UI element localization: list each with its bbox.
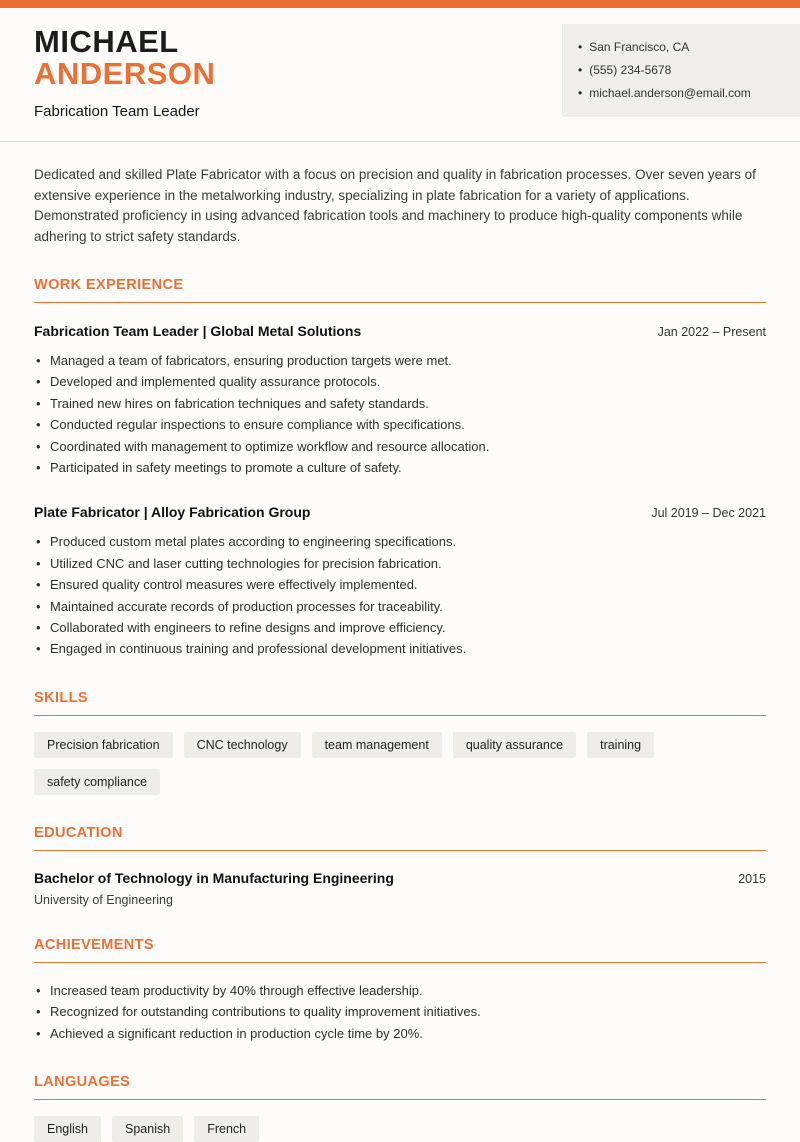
bullet-item: • Trained new hires on fabrication techniques and safety standards.: [34, 393, 766, 414]
contact-email: • michael.anderson@email.com: [578, 82, 782, 105]
language-tag: Spanish: [112, 1116, 183, 1142]
achievements-bullet-list: [34, 980, 766, 1044]
language-tag: French: [194, 1116, 259, 1142]
last-name: ANDERSON: [34, 56, 216, 92]
summary-paragraph: Dedicated and skilled Plate Fabricator with a focus on precision and quality in fabrication processes. Over seven years of extensive experience in the metalworking industry, specializing in plate fabrication for a variety of applications. Demonstrated proficiency in using advanced fabrication tools and machinery to produce high-quality components while adhering to strict safety standards.: [34, 167, 756, 244]
skill-tag: safety compliance: [34, 769, 160, 795]
skill-tag: team management: [312, 732, 442, 758]
section-title-achievements: ACHIEVEMENTS: [34, 937, 766, 963]
bullet-item: • Achieved a significant reduction in production cycle time by 20%.: [34, 1023, 766, 1044]
contact-phone: • (555) 234-5678: [578, 59, 782, 82]
section-skills: [34, 690, 766, 795]
section-title-skills: SKILLS: [34, 690, 766, 716]
job-header: [34, 323, 766, 339]
section-title-languages: LANGUAGES: [34, 1074, 766, 1100]
first-name: MICHAEL: [34, 24, 179, 59]
job-bullet-list: [34, 531, 766, 659]
language-tag: English: [34, 1116, 101, 1142]
job-title-company: Fabrication Team Leader | Global Metal Solutions: [34, 323, 362, 339]
job-header: [34, 504, 766, 520]
section-achievements: [34, 937, 766, 1044]
education-year: 2015: [738, 871, 766, 886]
bullet-item: • Managed a team of fabricators, ensuring production targets were met.: [34, 350, 766, 371]
education-school: University of Engineering: [34, 892, 173, 907]
languages-tag-list: [34, 1116, 766, 1142]
education-entry: [34, 870, 766, 907]
job-title-company: Plate Fabricator | Alloy Fabrication Group: [34, 504, 311, 521]
bullet-item: • Ensured quality control measures were effectively implemented.: [34, 574, 766, 595]
job-title: Fabrication Team Leader: [34, 103, 200, 121]
resume-body: [0, 165, 800, 1142]
skill-tag: CNC technology: [184, 732, 301, 758]
skill-tag: training: [587, 732, 654, 758]
bullet-item: • Participated in safety meetings to promote a culture of safety.: [34, 457, 766, 478]
section-education: [34, 825, 766, 907]
section-title-education: EDUCATION: [34, 825, 766, 851]
job-entry: [34, 504, 766, 659]
bullet-item: • Engaged in continuous training and professional development initiatives.: [34, 638, 766, 659]
contact-list: [578, 36, 782, 105]
accent-top-bar: [0, 0, 800, 8]
skill-tag: quality assurance: [453, 732, 576, 758]
section-title-work-experience: WORK EXPERIENCE: [34, 277, 766, 303]
bullet-item: • Produced custom metal plates according to engineering specifications.: [34, 531, 766, 552]
section-work-experience: [34, 277, 766, 660]
job-dates: Jul 2019 – Dec 2021: [651, 506, 766, 521]
skills-tag-list: [34, 732, 766, 795]
education-degree: Bachelor of Technology in Manufacturing Engineering: [34, 869, 394, 886]
bullet-item: • Recognized for outstanding contributions to quality improvement initiatives.: [34, 1001, 766, 1022]
job-dates: Jan 2022 – Present: [657, 325, 766, 339]
bullet-item: • Utilized CNC and laser cutting technologies for precision fabrication.: [34, 553, 766, 574]
skill-tag: Precision fabrication: [34, 732, 173, 758]
section-languages: [34, 1074, 766, 1142]
job-entry: [34, 323, 766, 478]
bullet-item: • Coordinated with management to optimize workflow and resource allocation.: [34, 436, 766, 457]
bullet-item: • Developed and implemented quality assurance protocols.: [34, 371, 766, 392]
job-bullet-list: [34, 350, 766, 478]
contact-location: • San Francisco, CA: [578, 36, 782, 59]
contact-box: [562, 24, 800, 117]
bullet-item: • Increased team productivity by 40% through effective leadership.: [34, 980, 766, 1001]
bullet-item: • Collaborated with engineers to refine designs and improve efficiency.: [34, 617, 766, 638]
header-divider: [0, 141, 800, 142]
resume-header: [0, 8, 800, 141]
bullet-item: • Maintained accurate records of production processes for traceability.: [34, 596, 766, 617]
bullet-item: • Conducted regular inspections to ensure compliance with specifications.: [34, 414, 766, 435]
education-header: [34, 870, 766, 886]
